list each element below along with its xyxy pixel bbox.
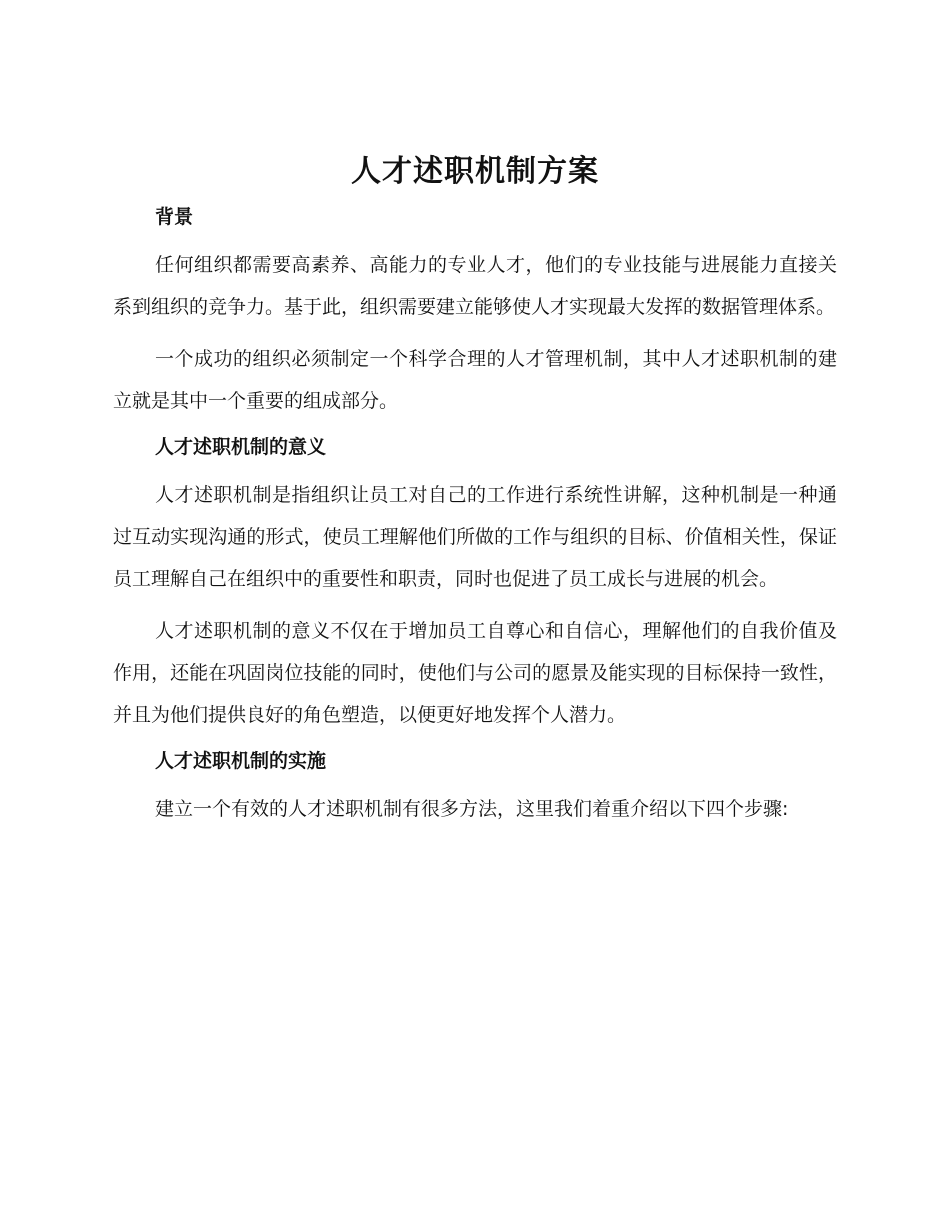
section-heading: 人才述职机制的意义 <box>155 436 327 458</box>
section-background <box>113 202 837 422</box>
paragraph: 一个成功的组织必须制定一个科学合理的人才管理机制，其中人才述职机制的建立就是其中一个重要的组成部分。 <box>113 348 837 412</box>
section-significance <box>113 432 837 736</box>
paragraph: 人才述职机制的意义不仅在于增加员工自尊心和自信心，理解他们的自我价值及作用，还能在巩固岗位技能的同时，使他们与公司的愿景及能实现的目标保持一致性，并且为他们提供良好的角色塑造，以便更好地发挥个人潜力。 <box>113 620 837 726</box>
paragraph: 人才述职机制是指组织让员工对自己的工作进行系统性讲解，这种机制是一种通过互动实现沟通的形式，使员工理解他们所做的工作与组织的目标、价值相关性，保证员工理解自己在组织中的重要性和职责，同时也促进了员工成长与进展的机会。 <box>113 484 837 590</box>
section-heading: 人才述职机制的实施 <box>155 750 327 772</box>
document-page <box>113 150 837 840</box>
section-implementation <box>113 746 837 830</box>
section-heading: 背景 <box>155 206 194 228</box>
paragraph: 建立一个有效的人才述职机制有很多方法，这里我们着重介绍以下四个步骤: <box>155 798 789 820</box>
document-title: 人才述职机制方案 <box>351 154 599 189</box>
paragraph: 任何组织都需要高素养、高能力的专业人才，他们的专业技能与进展能力直接关系到组织的竞争力。基于此，组织需要建立能够使人才实现最大发挥的数据管理体系。 <box>113 254 837 318</box>
